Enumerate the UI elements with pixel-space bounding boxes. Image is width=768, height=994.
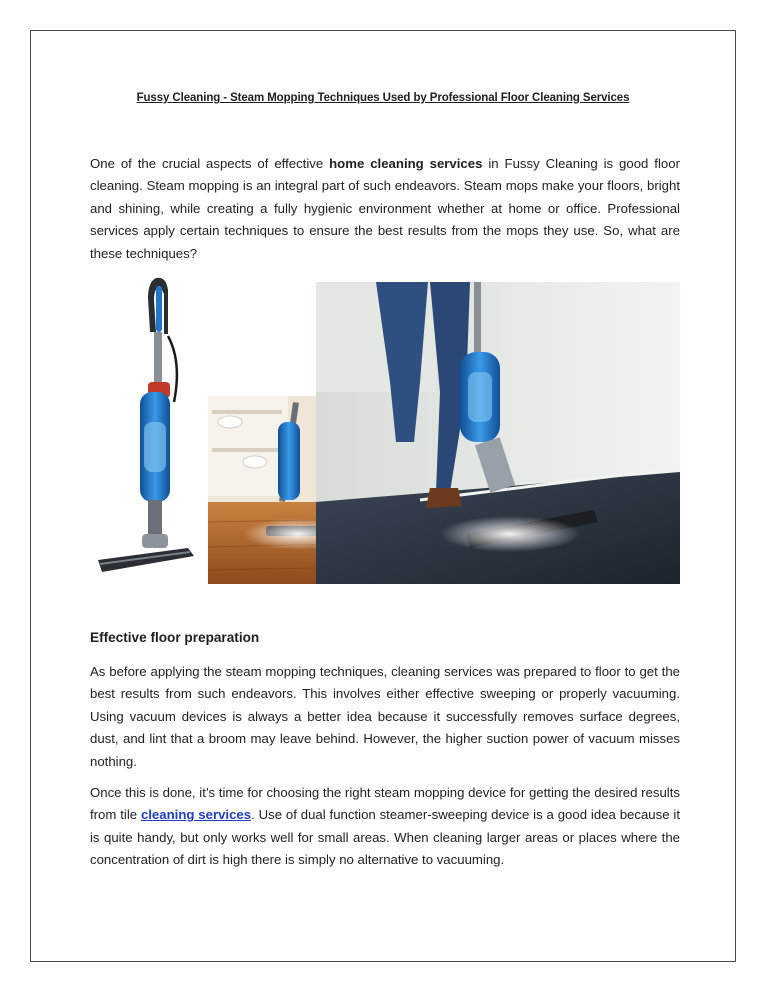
device-choice-paragraph bbox=[90, 782, 680, 872]
steam-mop-photo-collage bbox=[90, 272, 680, 584]
document-title: Fussy Cleaning - Steam Mopping Techniques Used by Professional Floor Cleaning Services bbox=[136, 92, 630, 104]
section-heading-floor-preparation: Effective floor preparation bbox=[90, 630, 260, 645]
intro-text-end: in Fussy Cleaning is good floor cleaning. Steam mopping is an integral part of such endeavors. Steam mops make your floors, bright and shining, while creating a fully hygienic environment whether at home or office. Professional services apply certain techniques to ensure the best results from the mops they use. So, what are these techniques? bbox=[90, 156, 680, 261]
intro-text-start: One of the crucial aspects of effective bbox=[90, 156, 330, 171]
cleaning-services-link[interactable]: cleaning services bbox=[140, 807, 252, 823]
intro-bold-phrase: home cleaning services bbox=[329, 156, 483, 171]
device-text-start: Once this is done, it’s time for choosing the right steam mopping device for getting the desired results from tile bbox=[90, 785, 680, 823]
product-mop-image bbox=[90, 272, 202, 584]
intro-paragraph bbox=[90, 153, 680, 265]
device-text-end: . Use of dual function steamer-sweeping device is a good idea because it is quite handy, but only works well for small areas. When cleaning larger areas or places where the concentration of dirt is high there is simply no alternative to vacuuming. bbox=[90, 807, 680, 868]
floor-preparation-paragraph: As before applying the steam mopping techniques, cleaning services was prepared to floor to get the best results from such endeavors. This involves either effective sweeping or properly vacuuming. Using vacuum devices is always a better idea because it successfully removes surface degrees, dust, and lint that a broom may leave behind. However, the higher suction power of vacuum misses nothing. bbox=[90, 664, 680, 769]
living-room-steam-mop-image bbox=[316, 282, 680, 584]
